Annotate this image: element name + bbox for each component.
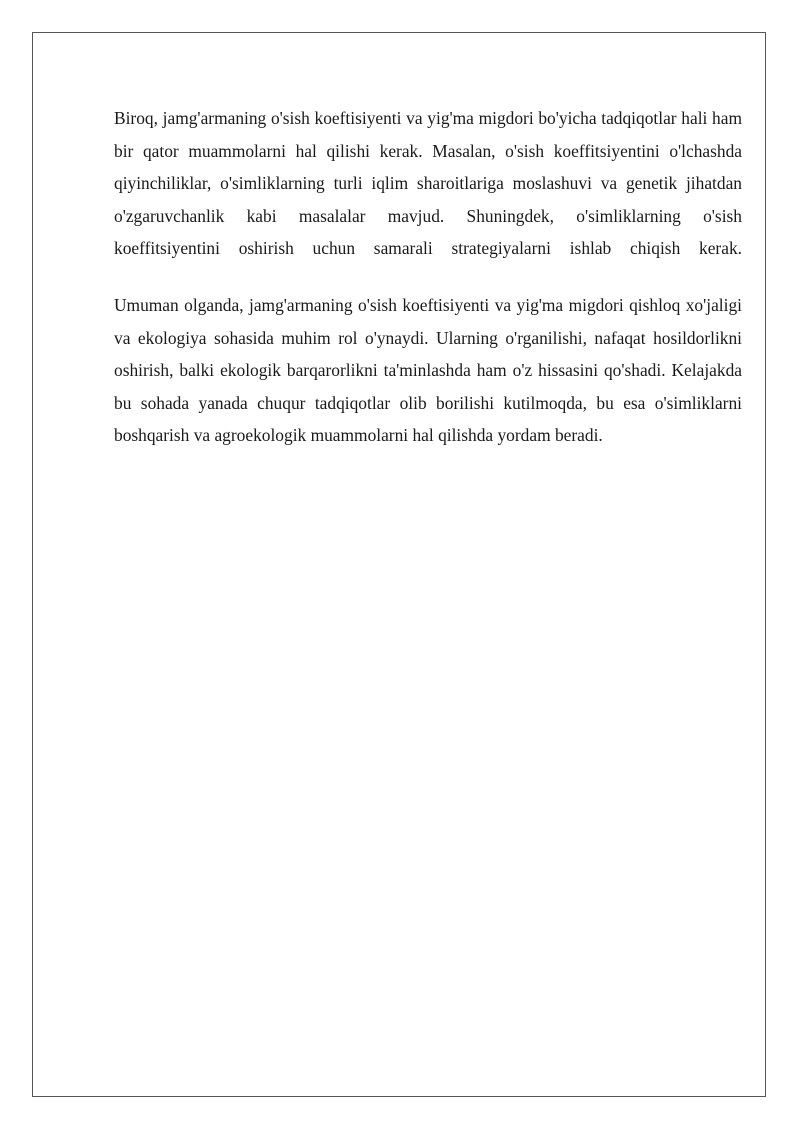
paragraph-challenges: Biroq, jamg'armaning o'sish koeftisiyenti va yig'ma migdori bo'yicha tadqiqotlar hali ham bir qator muammolarni hal qilishi kerak. Masalan, o'sish koeffitsiyentini o'lchashda qiyinchiliklar, o'simliklarning turli iqlim sharoitlariga moslashuvi va genetik jihatdan o'zgaruvchanlik kabi masalalar mavjud. Shuningdek, o'simliklarning o'sish koeffitsiyentini oshirish uchun samarali strategiyalarni ishlab chiqish kerak.	[114, 108, 742, 259]
page-content	[114, 102, 742, 476]
paragraph-conclusion: Umuman olganda, jamg'armaning o'sish koeftisiyenti va yig'ma migdori qishloq xo'jaligi va ekologiya sohasida muhim rol o'ynaydi. Ularning o'rganilishi, nafaqat hosildorlikni oshirish, balki ekologik barqarorlikni ta'minlashda ham o'z hissasini qo'shadi. Kelajakda bu sohada yanada chuqur tadqiqotlar olib borilishi kutilmoqda, bu esa o'simliklarni boshqarish va agroekologik muammolarni hal qilishda yordam beradi.	[114, 294, 742, 446]
